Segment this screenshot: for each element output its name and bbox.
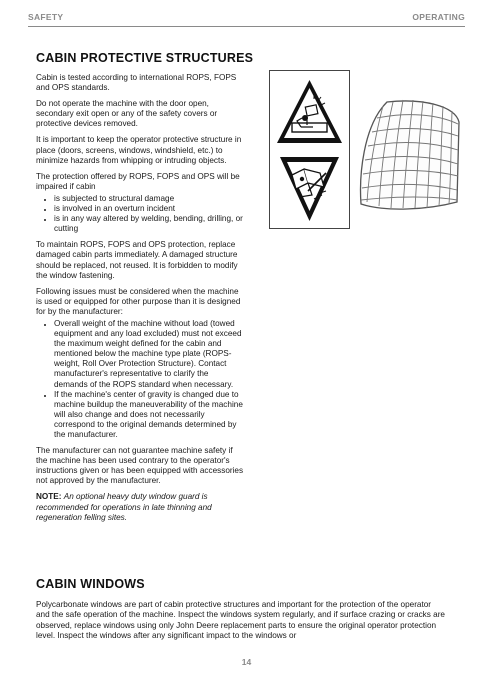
impairment-list bbox=[36, 194, 244, 234]
header-section-right: OPERATING bbox=[412, 12, 465, 22]
note-label: NOTE: bbox=[36, 492, 62, 502]
page-header bbox=[28, 10, 465, 27]
window-guard-grille-icon bbox=[357, 96, 463, 214]
paragraph: To maintain ROPS, FOPS and OPS protection, replace damaged cabin parts immediately. A damaged structure should be replaced, not reused. It is forbidden to modify the window fastening. bbox=[36, 240, 238, 280]
note-text: An optional heavy duty window guard is recommended for operations in late thinning and regeneration felling sites. bbox=[36, 492, 212, 522]
list-item: • is subjected to structural damage bbox=[54, 194, 244, 204]
paragraph: Cabin is tested according to international ROPS, FOPS and OPS standards. bbox=[36, 73, 237, 93]
paragraph: It is important to keep the operator protective structure in place (doors, screens, windows, windshield, etc.) to minimize hazards from whipping or intruding objects. bbox=[36, 135, 242, 165]
cabin-windows-body bbox=[36, 600, 446, 641]
paragraph: The protection offered by ROPS, FOPS and OPS will be impaired if cabin bbox=[36, 171, 240, 191]
warning-symbols-box bbox=[269, 70, 350, 229]
list-item: • is in any way altered by welding, bending, drilling, or cutting bbox=[54, 214, 244, 234]
paragraph: Polycarbonate windows are part of cabin protective structures and important for the protection of the operator and the safe operation of the machine. Inspect the windows system regularly, and if surface crazing or cracks are observed, replace windows using only John Deere replacement parts to ensure the original operator protection level. Inspect the windows after any significant impact to the windows or bbox=[36, 600, 445, 640]
note bbox=[36, 492, 244, 522]
considerations-list bbox=[36, 319, 244, 440]
intruding-object-warning-icon bbox=[274, 153, 345, 225]
cabin-protective-body bbox=[36, 73, 244, 529]
list-item: • Overall weight of the machine without load (towed equipment and any load excluded) must not exceed the maximum weight defined for the cabin and mentioned below the machine type plate (ROPS-weight, Roll Over Protection Structure). Contact manufacturer's representative to clarify the demands of the ROPS standard when necessary. bbox=[54, 319, 244, 390]
paragraph: The manufacturer can not guarantee machine safety if the machine has been used contrary to the operator's instructions given or has been equipped with accessories not approved by the manufacturer. bbox=[36, 446, 244, 486]
page-number: 14 bbox=[241, 657, 252, 667]
section-title-cabin-windows: CABIN WINDOWS bbox=[36, 577, 145, 591]
header-section-left: SAFETY bbox=[28, 12, 64, 22]
list-item: • If the machine's center of gravity is changed due to machine buildup the maneuverability of the machine will also change and does not necessarily correspond to the original demands determined by the manufacturer. bbox=[54, 390, 244, 440]
paragraph: Following issues must be considered when the machine is used or equipped for other purpose than it is designed for by the manufacturer: bbox=[36, 286, 241, 316]
section-title-cabin-protective: CABIN PROTECTIVE STRUCTURES bbox=[36, 51, 254, 65]
paragraph: Do not operate the machine with the door open, secondary exit open or any of the safety covers or protective devices removed. bbox=[36, 99, 218, 129]
list-item: • is involved in an overturn incident bbox=[54, 204, 244, 214]
safety-illustration bbox=[269, 70, 463, 229]
falling-object-warning-icon bbox=[274, 77, 345, 149]
